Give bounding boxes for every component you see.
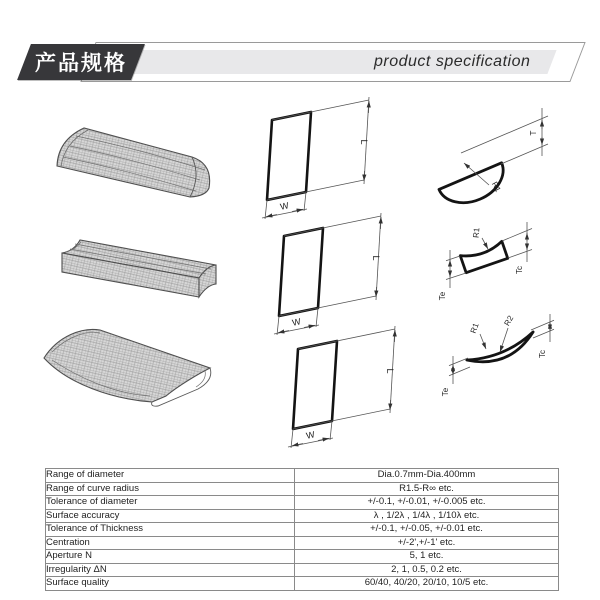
spec-value-cell: 60/40, 40/20, 20/10, 10/5 etc. [295,577,559,591]
dim-label-L: L [359,139,369,145]
plano-concave-section-drawing [438,222,532,300]
spec-value-cell: 5, 1 etc. [295,550,559,564]
spec-value-cell: R1.5-R∞ etc. [295,482,559,496]
spec-row [46,536,559,550]
meniscus-section-drawing [441,314,554,397]
dim-label-W: W [305,429,316,441]
spec-row [46,469,559,483]
meniscus-cylindrical-lens-wireframe [44,329,211,406]
dim-label-W: W [279,200,290,212]
spec-row [46,482,559,496]
spec-name-cell: Surface accuracy [46,509,295,523]
dim-label-T: T [529,130,538,136]
spec-name-cell: Tolerance of diameter [46,496,295,510]
plano-convex-cylindrical-lens-wireframe [57,128,210,197]
dim-label-Te: Te [438,291,447,301]
spec-row [46,550,559,564]
header-title-zh: 产品规格 [35,52,127,75]
spec-row [46,496,559,510]
dim-label-R1: R1 [489,180,503,194]
spec-row [46,577,559,591]
spec-value-cell: +/-0.1, +/-0.05, +/-0.01 etc. [295,523,559,537]
spec-name-cell: Aperture N [46,550,295,564]
spec-name-cell: Irregularity ΔN [46,563,295,577]
spec-row [46,563,559,577]
spec-value-cell: Dia.0.7mm-Dia.400mm [295,469,559,483]
dim-label-Tc: Tc [515,266,524,274]
dim-label-Tc: Tc [538,350,547,358]
dim-label-Te: Te [441,387,450,397]
spec-name-cell: Tolerance of Thickness [46,523,295,537]
spec-name-cell: Range of curve radius [46,482,295,496]
spec-table [45,468,559,591]
header-title-en: product specification [373,53,530,70]
plano-concave-cylindrical-lens-wireframe [62,240,216,297]
dim-label-R1: R1 [468,321,481,335]
spec-row [46,523,559,537]
spec-value-cell: +/-0.1, +/-0.01, +/-0.005 etc. [295,496,559,510]
spec-name-cell: Surface quality [46,577,295,591]
dim-label-L: L [385,368,395,374]
dim-label-R1: R1 [471,227,482,239]
plano-convex-section-drawing [439,108,548,212]
dim-label-W: W [291,316,302,328]
spec-row [46,509,559,523]
spec-value-cell: λ , 1/2λ , 1/4λ , 1/10λ etc. [295,509,559,523]
spec-value-cell: +/-2',+/-1' etc. [295,536,559,550]
spec-value-cell: 2, 1, 0.5, 0.2 etc. [295,563,559,577]
dim-label-R2: R2 [502,314,516,328]
lens-dimension-drawing-3 [288,326,395,448]
dim-label-L: L [371,255,381,261]
spec-name-cell: Range of diameter [46,469,295,483]
spec-name-cell: Centration [46,536,295,550]
lens-dimension-drawing-2 [274,213,381,335]
lens-dimension-drawing-1 [262,97,369,219]
